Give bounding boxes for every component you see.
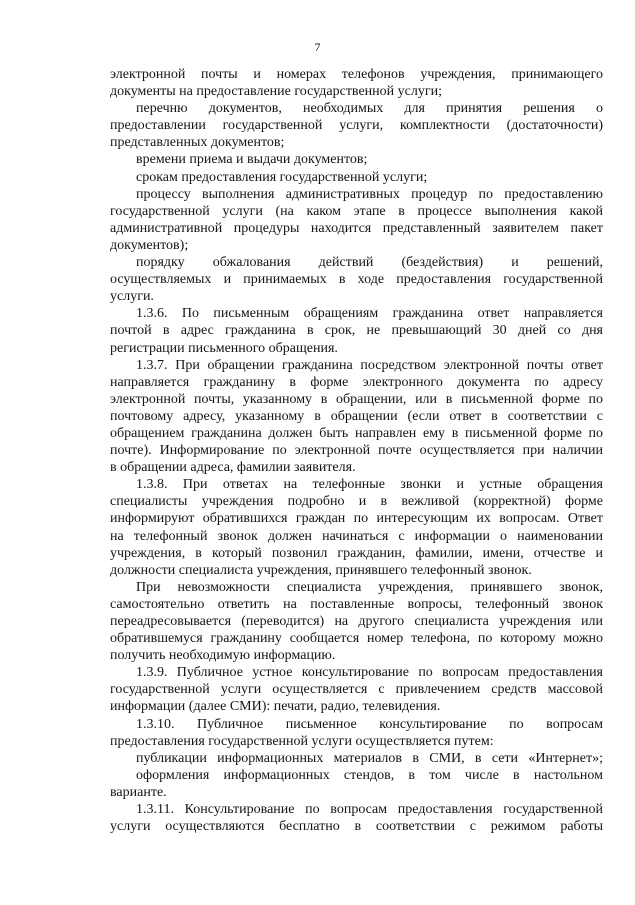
text-line: государственной услуги (на каком этапе в процессе выполнения какой: [110, 203, 603, 219]
text-line: переадресовывается (переводится) на другого специалиста учреждения или: [110, 614, 603, 629]
text-line: публикации информационных материалов в СМИ, в сети «Интернет»;: [136, 750, 603, 766]
text-line: направляется гражданину в форме электронного документа по адресу: [110, 374, 603, 390]
text-line: регистрации письменного обращения.: [110, 340, 338, 356]
text-line: документов);: [110, 237, 189, 253]
text-line: получить необходимую информацию.: [110, 648, 336, 664]
text-line: При невозможности специалиста учреждения, принявшего звонок,: [136, 579, 603, 595]
text-line: 1.3.11. Консультирование по вопросам предоставления государственной: [136, 802, 603, 818]
text-line: должности специалиста учреждения, принявшего телефонный звонок.: [110, 562, 532, 578]
text-line: электронной почты, указанному в обращении, или в письменной форме по: [110, 391, 603, 407]
text-line: порядку обжалования действий (бездействия) и решений,: [136, 255, 603, 271]
text-line: в обращении адреса, фамилии заявителя.: [110, 460, 356, 476]
text-line: осуществляемых и принимаемых в ходе предоставления государственной: [110, 272, 603, 288]
text-line: информации (далее СМИ): печати, радио, телевидения.: [110, 699, 441, 715]
text-line: 1.3.8. При ответах на телефонные звонки и устные обращения: [136, 477, 603, 493]
body-text: [110, 66, 603, 835]
text-line: 1.3.6. По письменным обращениям гражданина ответ направляется: [136, 306, 603, 322]
text-line: процессу выполнения административных процедур по предоставлению: [136, 186, 603, 202]
text-line: времени приема и выдачи документов;: [136, 152, 368, 168]
text-line: представленных документов;: [110, 135, 285, 151]
text-line: оформления информационных стендов, в том числе в настольном: [136, 767, 603, 783]
text-line: обратившемуся гражданину сообщается номер телефона, по которому можно: [110, 631, 603, 647]
text-line: 1.3.9. Публичное устное консультирование по вопросам предоставления: [136, 665, 603, 681]
text-line: варианте.: [110, 784, 167, 800]
text-line: документы на предоставление государственной услуги;: [110, 84, 442, 100]
text-line: перечню документов, необходимых для принятия решения о: [136, 101, 603, 117]
text-line: 1.3.7. При обращении гражданина посредством электронной почты ответ: [136, 357, 603, 373]
text-line: почтовому адресу, указанному в обращении (если ответ в соответствии с: [110, 408, 603, 424]
text-line: государственной услуги осуществляется с привлечением средств массовой: [110, 682, 603, 698]
page-number: 7: [314, 40, 321, 54]
text-line: информируют обратившихся граждан по интересующим их вопросам. Ответ: [110, 511, 603, 527]
text-line: специалисты учреждения подробно и в вежливой (корректной) форме: [110, 494, 603, 510]
text-line: обращением гражданина должен быть направлен ему в письменной форме по: [110, 425, 603, 441]
text-line: предоставления государственной услуги осуществляется путем:: [110, 733, 494, 749]
text-line: предоставлении государственной услуги, комплектности (достаточности): [110, 118, 603, 134]
text-line: учреждения, в который позвонил гражданин, фамилии, имени, отчестве и: [110, 545, 603, 561]
text-line: 1.3.10. Публичное письменное консультирование по вопросам: [136, 716, 603, 732]
text-line: услуги.: [110, 289, 154, 305]
text-line: административной процедуры находится представленный заявителем пакет: [110, 220, 603, 236]
text-line: почте). Информирование по электронной почте осуществляется при наличии: [110, 443, 603, 459]
text-line: почтой в адрес гражданина в срок, не превышающий 30 дней со дня: [110, 323, 603, 339]
text-line: услуги осуществляются бесплатно в соответствии с режимом работы: [110, 819, 603, 835]
text-line: самостоятельно ответить на поставленные вопросы, телефонный звонок: [110, 596, 603, 612]
text-line: на телефонный звонок должен начинаться с информации о наименовании: [110, 528, 603, 544]
text-line: срокам предоставления государственной услуги;: [136, 169, 428, 185]
text-line: электронной почты и номерах телефонов учреждения, принимающего: [110, 67, 603, 82]
